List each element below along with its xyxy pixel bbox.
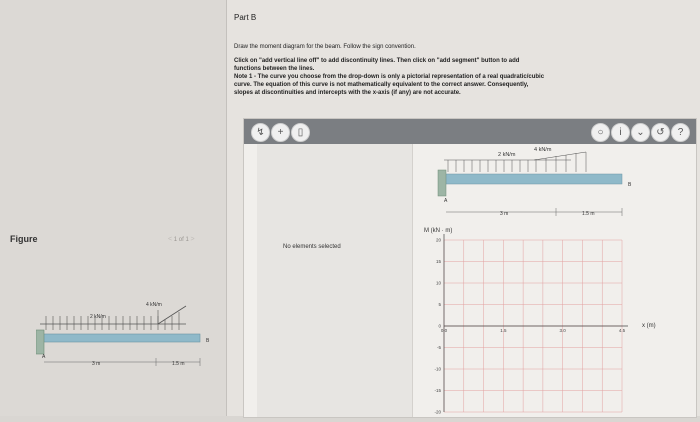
y-axis-label: M (kN · m) — [424, 228, 453, 234]
x-tick-label: 0.0 — [440, 328, 448, 333]
moment-graph[interactable] — [416, 144, 696, 417]
no-elements-text: No elements selected — [283, 244, 341, 250]
hint-icon[interactable]: ○ — [591, 123, 610, 142]
y-tick-label: 20 — [435, 237, 441, 243]
figure-pager — [168, 236, 195, 243]
tool-load-left-label: 2 kN/m — [498, 152, 516, 158]
tool-dim-right-label: 1.5 m — [582, 211, 595, 217]
tool-beam-diagram — [438, 147, 632, 217]
pager-text: 1 of 1 — [173, 237, 189, 243]
tool-support-a-label: A — [444, 198, 448, 204]
note-line: curve. The equation of this curve is not mathematically equivalent to the correct answer. Consequently, — [234, 82, 529, 88]
part-title: Part B — [234, 13, 257, 22]
tool-support-b-label: B — [628, 182, 632, 188]
reset-icon[interactable]: ↺ — [651, 123, 670, 142]
y-tick-label: -15 — [434, 388, 441, 393]
element-palette[interactable] — [257, 144, 413, 417]
x-tick-labels — [441, 328, 626, 333]
y-tick-label: 10 — [435, 280, 441, 286]
figure-support-a-label: A — [42, 354, 46, 360]
tool-toolbar — [244, 119, 696, 144]
note-line: functions between the lines. — [234, 66, 315, 72]
figure-dim-left-label: 3 m — [92, 361, 101, 367]
y-tick-label: 15 — [435, 259, 441, 264]
pager-prev-button[interactable]: < — [168, 236, 173, 243]
x-axis-label: x (m) — [642, 323, 656, 329]
y-tick-label: 5 — [438, 302, 441, 307]
pager-next-button[interactable]: > — [190, 236, 195, 243]
figure-label: Figure — [10, 234, 38, 244]
tool-dim-left-label: 3 m — [500, 211, 509, 217]
pane-divider[interactable] — [226, 0, 227, 416]
y-tick-label: -20 — [434, 409, 441, 415]
figure-beam-diagram — [36, 300, 216, 380]
figure-support-b-label: B — [206, 338, 210, 344]
dropdown-icon[interactable]: ⌄ — [631, 123, 650, 142]
y-tick-label: -5 — [436, 345, 441, 350]
tool-load-right-label: 4 kN/m — [534, 147, 552, 153]
instruction-notes — [234, 57, 664, 97]
drawing-tool — [243, 118, 697, 418]
y-tick-label: -10 — [434, 366, 441, 372]
info-icon[interactable]: i — [611, 123, 630, 142]
figure-dim-right-label: 1.5 m — [172, 361, 185, 367]
figure-load-left-label: 2 kN/m — [90, 314, 106, 320]
y-tick-label: 0 — [438, 323, 441, 329]
note-line: slopes at discontinuities and intercepts with the x-axis (if any) are not accurate. — [234, 90, 461, 96]
x-tick-label: 1.5 — [500, 328, 507, 333]
x-tick-label: 3.0 — [559, 328, 566, 333]
graph-grid — [444, 234, 628, 412]
note-line: Click on "add vertical line off" to add discontinuity lines. Then click on "add segment" button to add — [234, 58, 520, 64]
delete-icon[interactable]: ▯ — [291, 123, 310, 142]
graph-area[interactable] — [416, 144, 696, 417]
instruction-text: Draw the moment diagram for the beam. Follow the sign convention. — [234, 44, 416, 50]
help-icon[interactable]: ? — [671, 123, 690, 142]
figure-load-right-label: 4 kN/m — [146, 302, 162, 308]
note-line: Note 1 - The curve you choose from the drop-down is only a pictorial representation of a real quadratic/cubic — [234, 74, 545, 80]
y-tick-labels — [434, 238, 441, 415]
add-vertical-line-icon[interactable]: ↯ — [251, 123, 270, 142]
x-tick-label: 4.5 — [618, 328, 626, 333]
add-segment-icon[interactable]: + — [271, 123, 290, 142]
